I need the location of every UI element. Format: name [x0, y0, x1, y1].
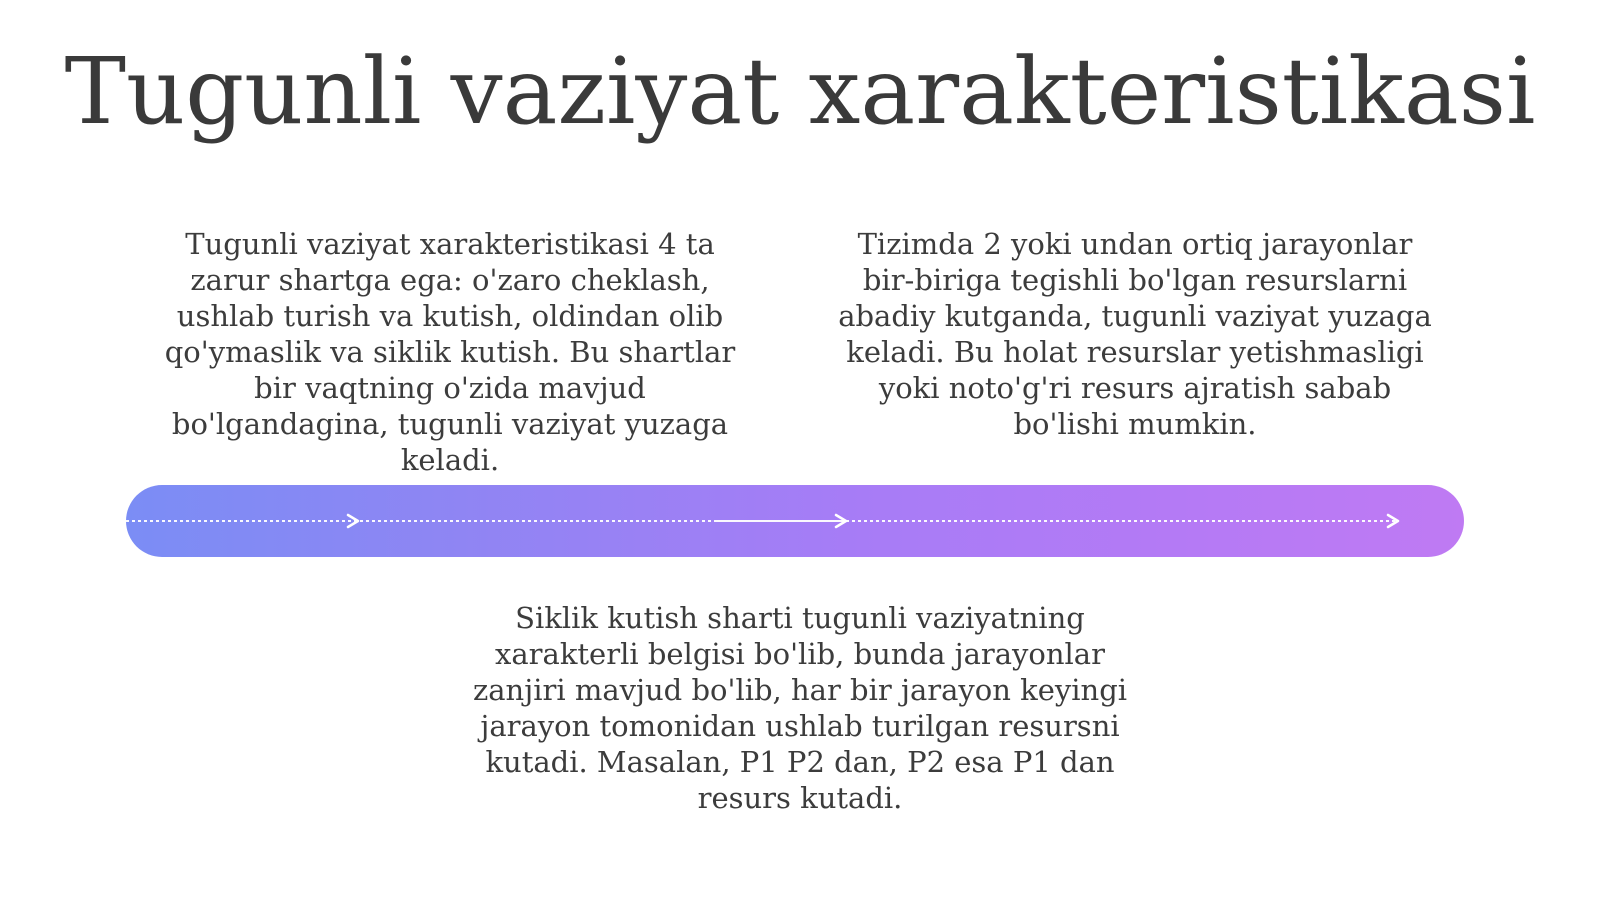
text-block-bottom: Siklik kutish sharti tugunli vaziyatning xarakterli belgisi bo'lib, bunda jarayonlar zanjiri mavjud bo'lib, har bir jarayon keyingi jarayon tomonidan ushlab turilgan resursni kutadi. Masalan, P1 P2 dan, P2 esa P1 dan resurs kutadi.: [472, 601, 1128, 815]
timeline-bar: [126, 485, 1464, 557]
text-block-right: Tizimda 2 yoki undan ortiq jarayonlar bir-biriga tegishli bo'lgan resurslarni abadiy kutganda, tugunli vaziyat yuzaga keladi. Bu holat resurslar yetishmasligi yoki noto'g'ri resurs ajratish sabab bo'lishi mumkin.: [838, 227, 1432, 441]
slide-title: Tugunli vaziyat xarakteristikasi: [64, 38, 1536, 145]
timeline-connector: [126, 485, 1464, 557]
text-block-left: Tugunli vaziyat xarakteristikasi 4 ta zarur shartga ega: o'zaro cheklash, ushlab turish va kutish, oldindan olib qo'ymaslik va siklik kutish. Bu shartlar bir vaqtning o'zida mavjud bo'lgandagina, tugunli vaziyat yuzaga keladi.: [164, 227, 736, 477]
